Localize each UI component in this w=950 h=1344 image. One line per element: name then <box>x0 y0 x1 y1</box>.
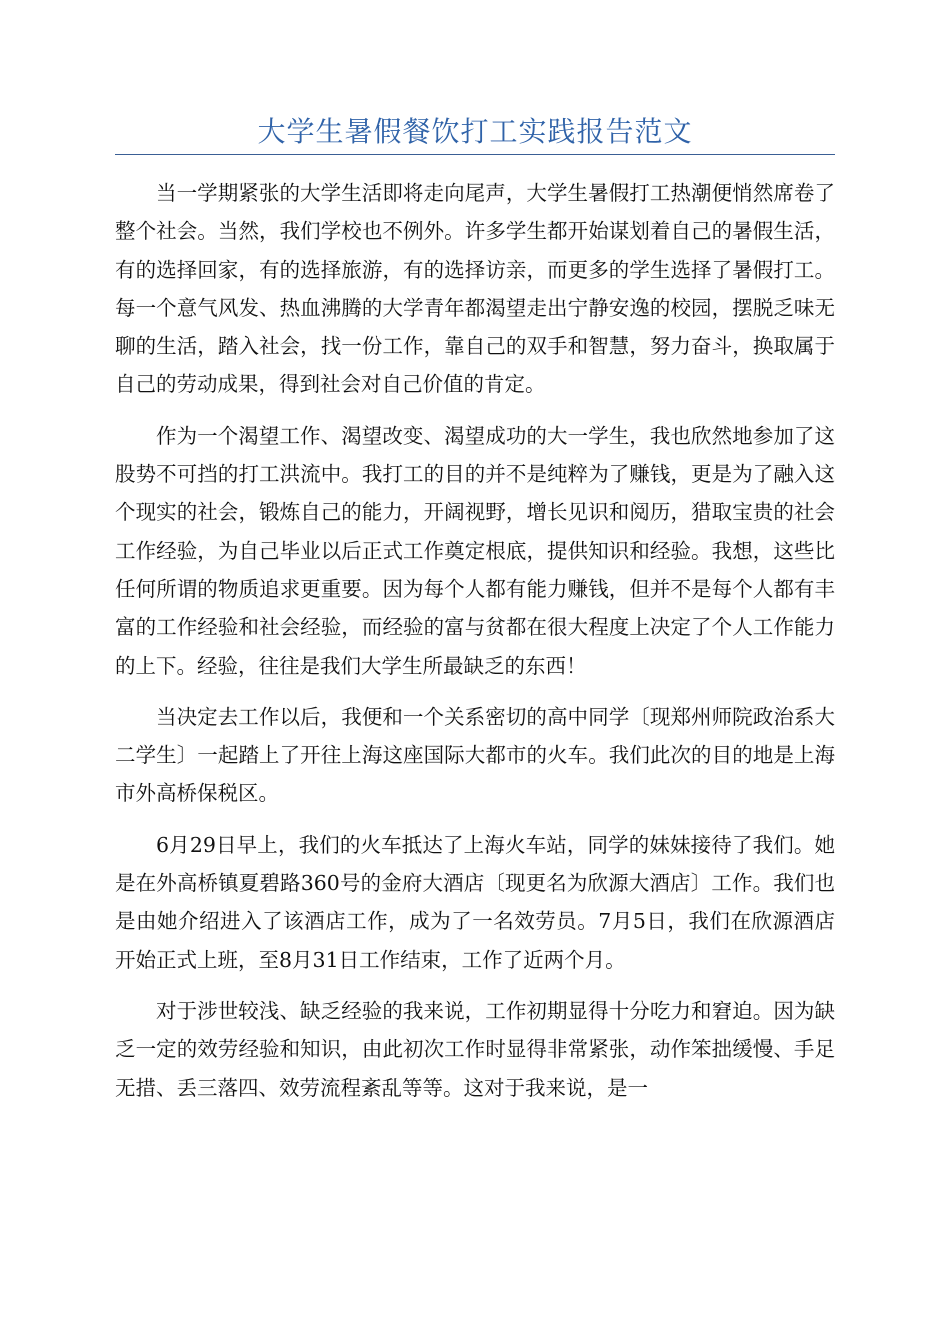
paragraph-3: 当决定去工作以后，我便和一个关系密切的高中同学〔现郑州师院政治系大二学生〕一起踏上了开往上海这座国际大都市的火车。我们此次的目的地是上海市外高桥保税区。 <box>115 704 835 806</box>
paragraph-1: 当一学期紧张的大学生活即将走向尾声，大学生暑假打工热潮便悄然席卷了整个社会。当然，我们学校也不例外。许多学生都开始谋划着自己的暑假生活，有的选择回家，有的选择旅游，有的选择访亲，而更多的学生选择了暑假打工。每一个意气风发、热血沸腾的大学青年都渴望走出宁静安逸的校园，摆脱乏味无聊的生活，踏入社会，找一份工作，靠自己的双手和智慧，努力奋斗，换取属于自己的劳动成果，得到社会对自己价值的肯定。 <box>115 181 835 397</box>
paragraph-5: 对于涉世较浅、缺乏经验的我来说，工作初期显得十分吃力和窘迫。因为缺乏一定的效劳经验和知识，由此初次工作时显得非常紧张，动作笨拙缓慢、手足无措、丢三落四、效劳流程紊乱等等。这对于我来说，是一 <box>115 998 835 1100</box>
document-title: 大学生暑假餐饮打工实践报告范文 <box>257 115 693 148</box>
paragraph-4: 6月29日早上，我们的火车抵达了上海火车站，同学的妹妹接待了我们。她是在外高桥镇夏碧路360号的金府大酒店〔现更名为欣源大酒店〕工作。我们也是由她介绍进入了该酒店工作，成为了一名效劳员。7月5日，我们在欣源酒店开始正式上班，至8月31日工作结束，工作了近两个月。 <box>115 832 835 972</box>
title-underline <box>115 154 835 155</box>
paragraph-2: 作为一个渴望工作、渴望改变、渴望成功的大一学生，我也欣然地参加了这股势不可挡的打工洪流中。我打工的目的并不是纯粹为了赚钱，更是为了融入这个现实的社会，锻炼自己的能力，开阔视野，增长见识和阅历，猎取宝贵的社会工作经验，为自己毕业以后正式工作奠定根底，提供知识和经验。我想，这些比任何所谓的物质追求更重要。因为每个人都有能力赚钱，但并不是每个人都有丰富的工作经验和社会经验，而经验的富与贫都在很大程度上决定了个人工作能力的上下。经验，往往是我们大学生所最缺乏的东西！ <box>115 423 835 678</box>
document-body <box>115 174 835 1120</box>
